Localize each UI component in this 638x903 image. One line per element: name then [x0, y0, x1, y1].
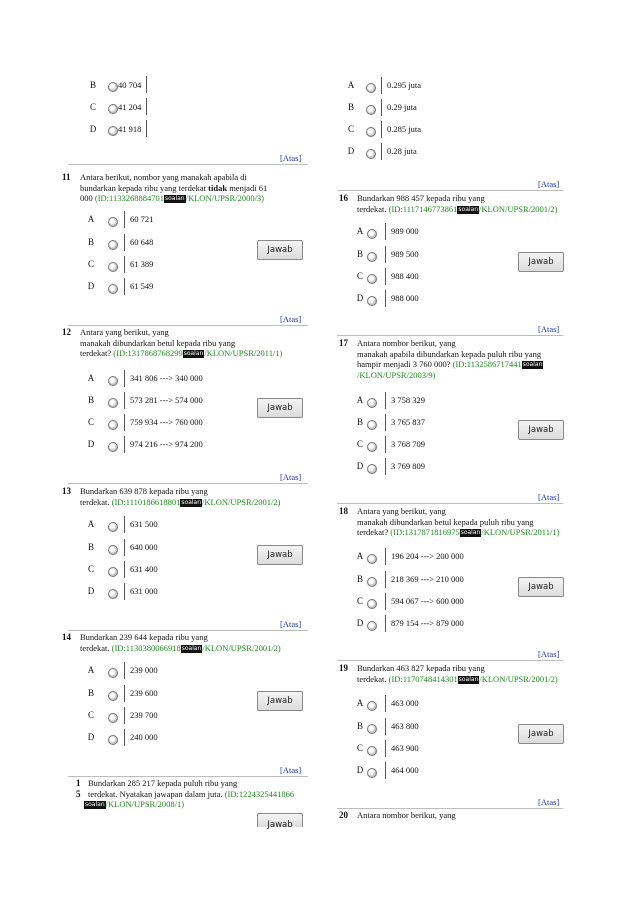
right-column	[333, 0, 593, 903]
question-id: (ID:1170748414301	[388, 673, 458, 684]
jawab-button[interactable]: Jawab	[257, 691, 303, 711]
question-id: (ID:1317871816975	[390, 527, 460, 537]
option-radio[interactable]	[367, 724, 377, 734]
option-letter: B	[356, 249, 363, 259]
question-line	[88, 789, 294, 800]
option-radio[interactable]	[108, 398, 118, 408]
question-line	[80, 183, 267, 194]
option-text: 573 281 ---> 574 000	[130, 395, 203, 405]
option-radio[interactable]	[108, 82, 118, 92]
option-radio[interactable]	[108, 420, 118, 430]
option-divider	[385, 223, 386, 240]
option-radio[interactable]	[108, 668, 118, 678]
option-text: 40 704	[118, 80, 142, 90]
option-letter: A	[356, 395, 364, 405]
question-line	[80, 643, 281, 654]
atas-link[interactable]: [Atas]	[538, 492, 560, 502]
option-radio[interactable]	[108, 240, 118, 250]
divider	[68, 164, 308, 165]
option-divider	[124, 707, 125, 724]
divider	[337, 503, 563, 504]
option-letter: B	[89, 80, 96, 90]
question-line: Bundarkan 988 457 kepada ribu yang	[357, 193, 485, 203]
option-radio[interactable]	[367, 398, 377, 408]
option-divider	[385, 290, 386, 307]
option-radio[interactable]	[108, 545, 118, 555]
question-source: /KLON/UPSR/2008/1)	[105, 799, 185, 809]
option-letter: B	[356, 721, 363, 731]
option-divider	[385, 718, 386, 735]
option-divider	[124, 729, 125, 746]
question-id: (ID:1132586717441	[452, 359, 522, 369]
option-divider	[385, 414, 386, 431]
option-radio[interactable]	[367, 599, 377, 609]
option-radio[interactable]	[367, 464, 377, 474]
option-divider	[381, 143, 382, 160]
option-letter: C	[356, 596, 363, 606]
option-radio[interactable]	[366, 127, 376, 137]
option-letter: A	[87, 373, 95, 383]
option-divider	[385, 268, 386, 285]
option-letter: B	[87, 542, 94, 552]
option-text: 0.295 juta	[387, 80, 421, 90]
option-divider	[381, 77, 382, 94]
option-text: 0.28 juta	[387, 146, 417, 156]
text-run: bundarkan kepada ribu yang terdekat	[80, 182, 209, 193]
option-divider	[385, 593, 386, 610]
question-text	[357, 810, 456, 821]
option-letter: C	[87, 710, 94, 720]
option-text: 3 765 837	[391, 417, 425, 427]
question-id: (ID:1130380066918	[111, 642, 181, 653]
question-line: Bundarkan 639 878 kepada ribu yang	[80, 486, 208, 496]
question-line: Bundarkan 463 827 kepada ribu yang	[357, 663, 485, 673]
question-id: (ID:1117146773861	[388, 203, 458, 214]
option-divider	[385, 436, 386, 453]
option-text: 463 000	[391, 698, 419, 708]
option-text: 239 600	[130, 688, 158, 698]
question-source: /KLON/UPSR/2011/1)	[481, 527, 560, 537]
question-line: manakah dibundarkan betul kepada ribu yang	[80, 337, 236, 348]
question-text	[357, 338, 543, 380]
option-text: 989 000	[391, 226, 419, 236]
option-letter: C	[87, 417, 94, 427]
option-letter: A	[356, 551, 364, 561]
question-line	[80, 193, 267, 204]
question-line: manakah dibundarkan betul kepada puluh ribu yang	[357, 516, 534, 527]
text-run: terdekat.	[80, 496, 112, 507]
question-source: /KLON/UPSR/2001/2)	[479, 203, 558, 214]
soalan-badge[interactable]: soalan	[181, 644, 202, 652]
option-divider	[124, 539, 125, 556]
option-text: 640 000	[130, 542, 158, 552]
option-letter: A	[347, 80, 355, 90]
question-source: /KLON/UPSR/2001/2)	[202, 496, 281, 507]
option-radio[interactable]	[108, 567, 118, 577]
question-line: Antara berikut, nombor yang manakah apabila di	[80, 172, 247, 182]
option-radio[interactable]	[367, 420, 377, 430]
question-text	[80, 486, 280, 507]
option-radio[interactable]	[108, 376, 118, 386]
option-divider	[385, 458, 386, 475]
question-number: 5	[76, 789, 81, 799]
question-line	[357, 674, 558, 685]
text-run: hampir menjadi 3 760 000?	[357, 359, 453, 369]
option-divider	[124, 685, 125, 702]
option-text: 989 500	[391, 249, 419, 259]
option-radio[interactable]	[108, 284, 118, 294]
option-text: 240 000	[130, 732, 158, 742]
option-letter: D	[356, 765, 364, 775]
option-radio[interactable]	[367, 252, 377, 262]
question-line	[84, 799, 184, 810]
option-divider	[385, 571, 386, 588]
option-radio[interactable]	[108, 713, 118, 723]
text-run: terdekat.	[357, 203, 389, 214]
option-radio[interactable]	[367, 229, 377, 239]
text-run: terdekat.	[80, 642, 112, 653]
question-number: 14	[62, 632, 71, 642]
option-radio[interactable]	[108, 691, 118, 701]
divider	[68, 483, 308, 484]
option-letter: A	[356, 698, 364, 708]
question-id: (ID:1224325441866	[224, 788, 295, 799]
option-letter: D	[347, 146, 355, 156]
option-letter: C	[356, 271, 363, 281]
atas-link[interactable]: [Atas]	[280, 153, 302, 163]
question-number: 20	[339, 810, 348, 820]
option-divider	[124, 414, 125, 431]
soalan-badge[interactable]: soalan	[522, 361, 543, 369]
question-line: Antara yang berikut, yang	[357, 506, 446, 516]
question-number: 11	[62, 172, 71, 182]
option-letter: A	[87, 665, 95, 675]
jawab-button[interactable]: Jawab	[257, 240, 303, 260]
option-text: 631 400	[130, 564, 158, 574]
option-text: 631 000	[130, 586, 158, 596]
divider	[337, 808, 563, 809]
option-radio[interactable]	[366, 105, 376, 115]
question-source: /KLON/UPSR/2001/2)	[202, 642, 281, 653]
text-run: terdekat?	[357, 527, 391, 537]
option-letter: B	[356, 417, 363, 427]
option-divider	[124, 392, 125, 409]
option-divider	[381, 121, 382, 138]
option-radio[interactable]	[366, 83, 376, 93]
question-text	[80, 327, 282, 359]
option-text: 3 768 709	[391, 439, 425, 449]
option-letter: A	[87, 519, 95, 529]
option-letter: D	[356, 293, 364, 303]
option-letter: D	[87, 732, 95, 742]
option-letter: C	[89, 102, 96, 112]
option-divider	[385, 548, 386, 565]
option-radio[interactable]	[367, 442, 377, 452]
option-radio[interactable]	[367, 296, 377, 306]
text-run: menjadi 61	[227, 182, 268, 193]
option-radio[interactable]	[367, 746, 377, 756]
option-divider	[124, 583, 125, 600]
question-id: (ID:1133268884701	[94, 193, 164, 203]
soalan-badge[interactable]: soalan	[164, 195, 185, 203]
option-text: 61 389	[130, 259, 154, 269]
question-number: 17	[339, 338, 348, 348]
question-text	[88, 778, 294, 799]
option-text: 463 900	[391, 743, 419, 753]
option-divider	[124, 278, 125, 295]
option-text: 0.285 juta	[387, 124, 421, 134]
option-letter: B	[356, 574, 363, 584]
text-run: terdekat.	[357, 673, 389, 684]
jawab-button[interactable]: Jawab	[518, 577, 564, 597]
option-divider	[381, 99, 382, 116]
jawab-button[interactable]: Jawab	[518, 420, 564, 440]
atas-link[interactable]: [Atas]	[538, 797, 560, 807]
atas-link[interactable]: [Atas]	[538, 324, 560, 334]
option-radio[interactable]	[108, 217, 118, 227]
option-text: 464 000	[391, 765, 419, 775]
question-number: 1	[76, 778, 81, 788]
option-radio[interactable]	[108, 589, 118, 599]
soalan-badge[interactable]: soalan	[183, 350, 204, 358]
option-radio[interactable]	[367, 577, 377, 587]
option-letter: C	[347, 124, 354, 134]
question-number: 16	[339, 193, 348, 203]
option-letter: B	[87, 395, 94, 405]
option-text: 463 800	[391, 721, 419, 731]
option-radio[interactable]	[108, 104, 118, 114]
divider	[337, 190, 563, 191]
question-text	[357, 193, 557, 214]
question-line	[357, 527, 559, 538]
option-radio[interactable]	[108, 126, 118, 136]
question-line: Antara nombor berikut, yang	[357, 338, 456, 348]
option-radio[interactable]	[108, 735, 118, 745]
question-line	[357, 359, 543, 370]
option-text: 759 934 ---> 760 000	[130, 417, 203, 427]
option-letter: B	[87, 688, 94, 698]
option-letter: C	[87, 564, 94, 574]
jawab-button[interactable]: Jawab	[518, 252, 564, 272]
option-radio[interactable]	[367, 701, 377, 711]
question-text	[80, 632, 281, 653]
question-source: /KLON/UPSR/2003/9)	[357, 369, 436, 380]
jawab-button[interactable]: Jawab	[257, 545, 303, 565]
option-divider	[385, 392, 386, 409]
option-radio[interactable]	[367, 621, 377, 631]
option-letter: C	[356, 743, 363, 753]
soalan-badge[interactable]: soalan	[85, 801, 105, 809]
option-text: 3 758 329	[391, 395, 425, 405]
question-number: 19	[339, 663, 348, 673]
option-text: 196 204 ---> 200 000	[391, 551, 464, 561]
option-divider	[385, 762, 386, 779]
question-line	[80, 497, 280, 508]
soalan-badge[interactable]: soalan	[181, 498, 202, 506]
option-radio[interactable]	[367, 768, 377, 778]
option-text: 61 549	[130, 281, 154, 291]
left-column	[62, 0, 328, 903]
question-text	[357, 663, 558, 684]
atas-link[interactable]: [Atas]	[280, 619, 302, 629]
divider	[68, 776, 308, 777]
option-divider	[124, 561, 125, 578]
jawab-button[interactable]: Jawab	[257, 813, 303, 827]
option-divider	[124, 516, 125, 533]
option-text: 239 700	[130, 710, 158, 720]
option-radio[interactable]	[367, 274, 377, 284]
soalan-badge[interactable]: soalan	[460, 529, 481, 537]
option-letter: C	[356, 439, 363, 449]
question-line: Bundarkan 239 644 kepada ribu yang	[80, 632, 208, 642]
question-line	[80, 348, 282, 359]
divider	[68, 630, 308, 631]
question-line: manakah apabila dibundarkan kepada puluh ribu yang	[357, 348, 542, 359]
option-letter: B	[87, 237, 94, 247]
option-text: 239 000	[130, 665, 158, 675]
option-text: 988 000	[391, 293, 419, 303]
option-text: 341 806 ---> 340 000	[130, 373, 203, 383]
option-letter: B	[347, 102, 354, 112]
option-divider	[385, 740, 386, 757]
option-text: 3 769 809	[391, 461, 425, 471]
question-source: /KLON/UPSR/2000/3)	[185, 193, 265, 203]
option-radio[interactable]	[108, 442, 118, 452]
question-id: (ID:1110186618801	[111, 496, 181, 507]
option-text: 974 216 ---> 974 200	[130, 439, 203, 449]
soalan-badge[interactable]: soalan	[458, 675, 479, 683]
question-text	[80, 172, 267, 204]
divider	[337, 335, 563, 336]
question-id: (ID:1317868768299	[113, 348, 183, 358]
option-text: 631 500	[130, 519, 158, 529]
option-letter: D	[89, 124, 97, 134]
atas-link[interactable]: [Atas]	[280, 765, 302, 775]
option-text: 41 918	[118, 124, 142, 134]
option-text: 879 154 ---> 879 000	[391, 618, 464, 628]
option-text: 60 721	[130, 214, 154, 224]
text-run: terdekat?	[80, 348, 114, 358]
question-line: Antara nombor berikut, yang	[357, 810, 456, 820]
option-divider	[146, 120, 147, 137]
question-source: /KLON/UPSR/2011/1)	[204, 348, 283, 358]
question-source: /KLON/UPSR/2001/2)	[479, 673, 558, 684]
option-text: 218 369 ---> 210 000	[391, 574, 464, 584]
option-divider	[124, 256, 125, 273]
option-text: 988 400	[391, 271, 419, 281]
emphasis-text: tidak	[208, 182, 228, 193]
option-radio[interactable]	[108, 262, 118, 272]
question-line: Bundarkan 285 217 kepada puluh ribu yang	[88, 778, 238, 788]
option-text: 594 067 ---> 600 000	[391, 596, 464, 606]
option-divider	[146, 98, 147, 115]
question-number: 13	[62, 486, 71, 496]
option-letter: D	[87, 281, 95, 291]
option-divider	[124, 370, 125, 387]
atas-link[interactable]: [Atas]	[280, 472, 302, 482]
option-text: 41 204	[118, 102, 142, 112]
jawab-button[interactable]: Jawab	[257, 398, 303, 418]
option-radio[interactable]	[366, 149, 376, 159]
option-divider	[385, 246, 386, 263]
divider	[68, 325, 308, 326]
jawab-button[interactable]: Jawab	[518, 724, 564, 744]
option-letter: A	[87, 214, 95, 224]
option-divider	[385, 695, 386, 712]
option-divider	[146, 76, 147, 93]
text-run: terdekat. Nyatakan jawapan dalam juta.	[88, 788, 225, 799]
option-divider	[124, 436, 125, 453]
option-letter: A	[356, 226, 364, 236]
question-line	[357, 204, 557, 215]
divider	[337, 660, 563, 661]
option-divider	[124, 662, 125, 679]
question-number: 18	[339, 506, 348, 516]
option-text: 0.29 juta	[387, 102, 417, 112]
option-radio[interactable]	[108, 522, 118, 532]
option-letter: D	[356, 461, 364, 471]
atas-link[interactable]: [Atas]	[538, 649, 560, 659]
option-divider	[124, 211, 125, 228]
option-letter: C	[87, 259, 94, 269]
text-run: 000	[80, 193, 95, 203]
option-radio[interactable]	[367, 554, 377, 564]
question-line: Antara yang berikut, yang	[80, 327, 169, 337]
option-letter: D	[356, 618, 364, 628]
soalan-badge[interactable]: soalan	[458, 205, 479, 213]
option-letter: D	[87, 586, 95, 596]
atas-link[interactable]: [Atas]	[538, 179, 560, 189]
option-divider	[385, 615, 386, 632]
question-number: 12	[62, 327, 71, 337]
option-divider	[124, 234, 125, 251]
atas-link[interactable]: [Atas]	[280, 314, 302, 324]
question-text	[357, 506, 559, 538]
option-letter: D	[87, 439, 95, 449]
option-text: 60 648	[130, 237, 154, 247]
